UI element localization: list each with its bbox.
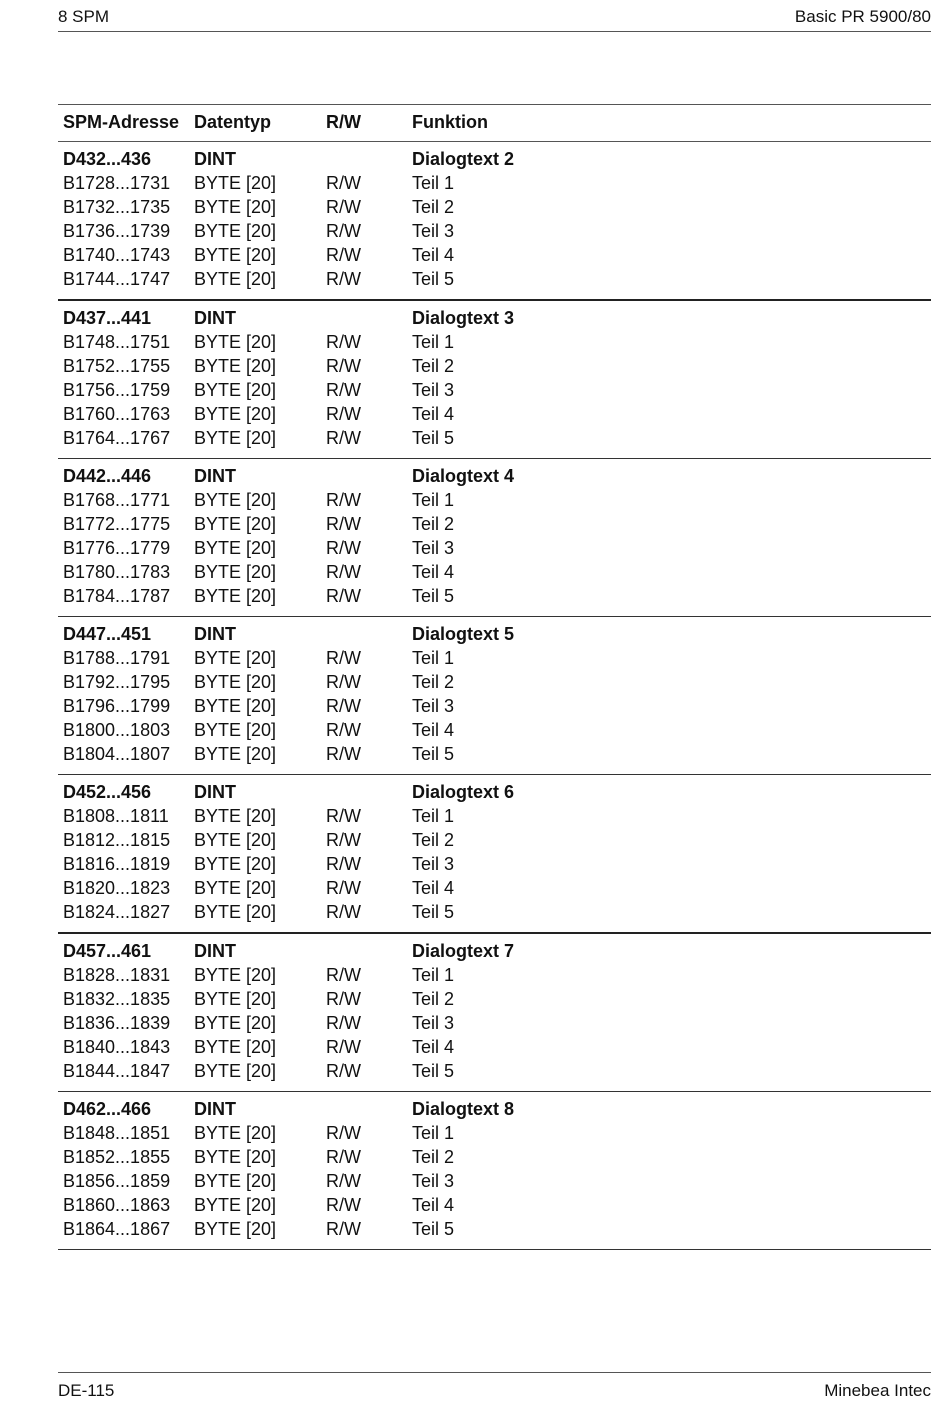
- cell-function: Teil 4: [412, 404, 455, 424]
- column-header-datatype: Datentyp: [194, 112, 272, 132]
- cell-function: Teil 1: [412, 806, 455, 826]
- cell-rw: R/W: [326, 648, 361, 668]
- table-row: [58, 1123, 931, 1147]
- table-row: [58, 696, 931, 720]
- group-header-row: [58, 308, 931, 332]
- cell-function: Dialogtext 4: [412, 466, 515, 486]
- cell-function: Teil 3: [412, 380, 455, 400]
- cell-datatype: BYTE [20]: [194, 380, 277, 400]
- cell-datatype: BYTE [20]: [194, 989, 277, 1009]
- group-header-row: [58, 149, 931, 173]
- cell-rw: R/W: [326, 989, 361, 1009]
- table-row: [58, 332, 931, 356]
- cell-datatype: BYTE [20]: [194, 830, 277, 850]
- cell-function: Teil 4: [412, 245, 455, 265]
- cell-datatype: BYTE [20]: [194, 1123, 277, 1143]
- group-header-row: [58, 782, 931, 806]
- group-header-row: [58, 941, 931, 965]
- cell-address: B1836...1839: [63, 1013, 171, 1033]
- table-row: [58, 672, 931, 696]
- cell-address: B1728...1731: [63, 173, 171, 193]
- page-number: DE-115: [58, 1381, 115, 1400]
- cell-function: Teil 3: [412, 696, 455, 716]
- cell-datatype: BYTE [20]: [194, 356, 277, 376]
- cell-datatype: DINT: [194, 308, 236, 328]
- cell-rw: R/W: [326, 1195, 361, 1215]
- cell-address: B1756...1759: [63, 380, 171, 400]
- cell-datatype: BYTE [20]: [194, 744, 277, 764]
- cell-function: Teil 1: [412, 490, 455, 510]
- cell-address: B1736...1739: [63, 221, 171, 241]
- table-row: [58, 1195, 931, 1219]
- cell-function: Teil 3: [412, 538, 455, 558]
- cell-address: D442...446: [63, 466, 152, 486]
- cell-datatype: DINT: [194, 624, 236, 644]
- column-header-address: SPM-Adresse: [63, 112, 180, 132]
- table-row: [58, 173, 931, 197]
- table-group: [58, 617, 931, 775]
- cell-datatype: BYTE [20]: [194, 428, 277, 448]
- page-footer: [58, 1372, 931, 1401]
- cell-function: Teil 1: [412, 173, 455, 193]
- table-header: [58, 105, 931, 142]
- cell-function: Dialogtext 7: [412, 941, 515, 961]
- cell-function: Teil 2: [412, 356, 455, 376]
- cell-datatype: BYTE [20]: [194, 1195, 277, 1215]
- cell-address: B1820...1823: [63, 878, 171, 898]
- cell-rw: R/W: [326, 404, 361, 424]
- cell-address: B1800...1803: [63, 720, 171, 740]
- cell-address: B1752...1755: [63, 356, 171, 376]
- table-body: [58, 142, 931, 1250]
- company-name: Minebea Intec: [824, 1381, 931, 1400]
- cell-address: B1832...1835: [63, 989, 171, 1009]
- cell-address: D437...441: [63, 308, 152, 328]
- column-header-function: Funktion: [412, 112, 488, 132]
- cell-function: Teil 5: [412, 586, 455, 606]
- table-row: [58, 380, 931, 404]
- cell-function: Dialogtext 6: [412, 782, 515, 802]
- cell-rw: R/W: [326, 538, 361, 558]
- cell-function: Teil 5: [412, 1219, 455, 1239]
- cell-datatype: DINT: [194, 149, 236, 169]
- cell-rw: R/W: [326, 1037, 361, 1057]
- cell-function: Teil 4: [412, 878, 455, 898]
- cell-function: Teil 2: [412, 514, 455, 534]
- cell-datatype: BYTE [20]: [194, 404, 277, 424]
- cell-function: Teil 4: [412, 720, 455, 740]
- table-group: [58, 775, 931, 934]
- table-row: [58, 1147, 931, 1171]
- table-row: [58, 1013, 931, 1037]
- cell-rw: R/W: [326, 830, 361, 850]
- cell-function: Teil 5: [412, 1061, 455, 1081]
- cell-address: B1792...1795: [63, 672, 171, 692]
- cell-address: D447...451: [63, 624, 152, 644]
- cell-address: B1740...1743: [63, 245, 171, 265]
- cell-address: B1808...1811: [63, 806, 169, 826]
- cell-rw: R/W: [326, 965, 361, 985]
- cell-function: Teil 1: [412, 965, 455, 985]
- cell-datatype: BYTE [20]: [194, 965, 277, 985]
- cell-address: B1804...1807: [63, 744, 171, 764]
- cell-rw: R/W: [326, 490, 361, 510]
- cell-function: Teil 1: [412, 332, 455, 352]
- cell-rw: R/W: [326, 806, 361, 826]
- table-row: [58, 514, 931, 538]
- table-row: [58, 1061, 931, 1085]
- cell-function: Dialogtext 3: [412, 308, 515, 328]
- table-row: [58, 245, 931, 269]
- table-row: [58, 1219, 931, 1243]
- cell-address: B1768...1771: [63, 490, 171, 510]
- table-row: [58, 854, 931, 878]
- cell-address: B1844...1847: [63, 1061, 171, 1081]
- cell-datatype: BYTE [20]: [194, 720, 277, 740]
- cell-rw: R/W: [326, 197, 361, 217]
- cell-datatype: BYTE [20]: [194, 514, 277, 534]
- cell-rw: R/W: [326, 1219, 361, 1239]
- cell-rw: R/W: [326, 245, 361, 265]
- cell-datatype: BYTE [20]: [194, 1013, 277, 1033]
- cell-function: Teil 3: [412, 854, 455, 874]
- group-header-row: [58, 624, 931, 648]
- table-row: [58, 269, 931, 293]
- cell-function: Teil 3: [412, 1171, 455, 1191]
- table-row: [58, 1037, 931, 1061]
- table-group: [58, 301, 931, 459]
- cell-datatype: DINT: [194, 782, 236, 802]
- table-group: [58, 934, 931, 1092]
- group-header-row: [58, 466, 931, 490]
- table-row: [58, 562, 931, 586]
- cell-address: B1760...1763: [63, 404, 171, 424]
- cell-function: Teil 4: [412, 562, 455, 582]
- cell-datatype: BYTE [20]: [194, 269, 277, 289]
- cell-datatype: BYTE [20]: [194, 648, 277, 668]
- cell-address: B1860...1863: [63, 1195, 171, 1215]
- cell-datatype: DINT: [194, 941, 236, 961]
- table-row: [58, 197, 931, 221]
- cell-rw: R/W: [326, 380, 361, 400]
- cell-address: B1816...1819: [63, 854, 171, 874]
- cell-datatype: BYTE [20]: [194, 1219, 277, 1239]
- cell-datatype: BYTE [20]: [194, 538, 277, 558]
- table-group: [58, 459, 931, 617]
- cell-datatype: BYTE [20]: [194, 672, 277, 692]
- cell-rw: R/W: [326, 878, 361, 898]
- cell-datatype: BYTE [20]: [194, 562, 277, 582]
- cell-function: Dialogtext 2: [412, 149, 515, 169]
- cell-rw: R/W: [326, 332, 361, 352]
- table-row: [58, 404, 931, 428]
- table-row: [58, 356, 931, 380]
- cell-address: B1848...1851: [63, 1123, 171, 1143]
- table-row: [58, 806, 931, 830]
- table-row: [58, 902, 931, 926]
- table-row: [58, 965, 931, 989]
- group-header-row: [58, 1099, 931, 1123]
- table-row: [58, 989, 931, 1013]
- cell-datatype: BYTE [20]: [194, 854, 277, 874]
- cell-function: Dialogtext 8: [412, 1099, 515, 1119]
- cell-function: Teil 1: [412, 648, 455, 668]
- cell-datatype: BYTE [20]: [194, 490, 277, 510]
- table-group: [58, 1092, 931, 1250]
- spm-table: [58, 104, 931, 1250]
- cell-address: B1748...1751: [63, 332, 171, 352]
- cell-address: D457...461: [63, 941, 152, 961]
- cell-address: B1788...1791: [63, 648, 171, 668]
- cell-rw: R/W: [326, 720, 361, 740]
- cell-function: Teil 2: [412, 1147, 455, 1167]
- cell-rw: R/W: [326, 854, 361, 874]
- cell-address: B1796...1799: [63, 696, 171, 716]
- cell-address: B1732...1735: [63, 197, 171, 217]
- cell-function: Teil 2: [412, 989, 455, 1009]
- cell-datatype: BYTE [20]: [194, 1061, 277, 1081]
- document-title: Basic PR 5900/80: [794, 7, 931, 26]
- table-row: [58, 221, 931, 245]
- cell-datatype: BYTE [20]: [194, 197, 277, 217]
- cell-rw: R/W: [326, 269, 361, 289]
- cell-datatype: BYTE [20]: [194, 221, 277, 241]
- cell-rw: R/W: [326, 514, 361, 534]
- page-header: [58, 4, 931, 32]
- cell-datatype: BYTE [20]: [194, 1037, 277, 1057]
- table-row: [58, 878, 931, 902]
- table-row: [58, 830, 931, 854]
- column-header-rw: R/W: [326, 112, 361, 132]
- cell-rw: R/W: [326, 1013, 361, 1033]
- cell-address: B1840...1843: [63, 1037, 171, 1057]
- cell-rw: R/W: [326, 1123, 361, 1143]
- cell-rw: R/W: [326, 1147, 361, 1167]
- cell-rw: R/W: [326, 744, 361, 764]
- table-row: [58, 720, 931, 744]
- cell-address: D432...436: [63, 149, 152, 169]
- cell-rw: R/W: [326, 428, 361, 448]
- chapter-title: 8 SPM: [58, 7, 110, 26]
- table-row: [58, 538, 931, 562]
- cell-function: Teil 3: [412, 1013, 455, 1033]
- cell-function: Teil 1: [412, 1123, 455, 1143]
- cell-datatype: BYTE [20]: [194, 332, 277, 352]
- cell-address: D462...466: [63, 1099, 152, 1119]
- cell-datatype: BYTE [20]: [194, 806, 277, 826]
- cell-address: B1764...1767: [63, 428, 171, 448]
- cell-function: Teil 5: [412, 902, 455, 922]
- cell-address: B1744...1747: [63, 269, 171, 289]
- cell-rw: R/W: [326, 221, 361, 241]
- cell-function: Teil 4: [412, 1195, 455, 1215]
- cell-function: Teil 2: [412, 672, 455, 692]
- cell-address: B1852...1855: [63, 1147, 171, 1167]
- cell-function: Teil 4: [412, 1037, 455, 1057]
- cell-rw: R/W: [326, 1061, 361, 1081]
- cell-address: B1856...1859: [63, 1171, 171, 1191]
- cell-rw: R/W: [326, 696, 361, 716]
- cell-function: Teil 2: [412, 197, 455, 217]
- table-row: [58, 648, 931, 672]
- cell-function: Teil 5: [412, 269, 455, 289]
- cell-rw: R/W: [326, 173, 361, 193]
- cell-rw: R/W: [326, 356, 361, 376]
- cell-function: Teil 5: [412, 428, 455, 448]
- cell-rw: R/W: [326, 562, 361, 582]
- cell-datatype: DINT: [194, 466, 236, 486]
- cell-datatype: DINT: [194, 1099, 236, 1119]
- table-row: [58, 586, 931, 610]
- cell-function: Dialogtext 5: [412, 624, 515, 644]
- cell-datatype: BYTE [20]: [194, 1147, 277, 1167]
- cell-datatype: BYTE [20]: [194, 696, 277, 716]
- cell-address: B1824...1827: [63, 902, 171, 922]
- cell-datatype: BYTE [20]: [194, 878, 277, 898]
- cell-datatype: BYTE [20]: [194, 1171, 277, 1191]
- cell-rw: R/W: [326, 902, 361, 922]
- cell-datatype: BYTE [20]: [194, 245, 277, 265]
- cell-address: B1776...1779: [63, 538, 171, 558]
- cell-rw: R/W: [326, 1171, 361, 1191]
- table-row: [58, 1171, 931, 1195]
- cell-address: D452...456: [63, 782, 152, 802]
- cell-rw: R/W: [326, 586, 361, 606]
- cell-address: B1864...1867: [63, 1219, 171, 1239]
- table-group: [58, 142, 931, 301]
- cell-function: Teil 3: [412, 221, 455, 241]
- table-row: [58, 744, 931, 768]
- cell-datatype: BYTE [20]: [194, 586, 277, 606]
- cell-address: B1780...1783: [63, 562, 171, 582]
- cell-address: B1784...1787: [63, 586, 171, 606]
- cell-function: Teil 5: [412, 744, 455, 764]
- cell-address: B1812...1815: [63, 830, 171, 850]
- cell-address: B1772...1775: [63, 514, 171, 534]
- cell-function: Teil 2: [412, 830, 455, 850]
- cell-datatype: BYTE [20]: [194, 902, 277, 922]
- cell-rw: R/W: [326, 672, 361, 692]
- cell-address: B1828...1831: [63, 965, 171, 985]
- table-row: [58, 490, 931, 514]
- table-row: [58, 428, 931, 452]
- cell-datatype: BYTE [20]: [194, 173, 277, 193]
